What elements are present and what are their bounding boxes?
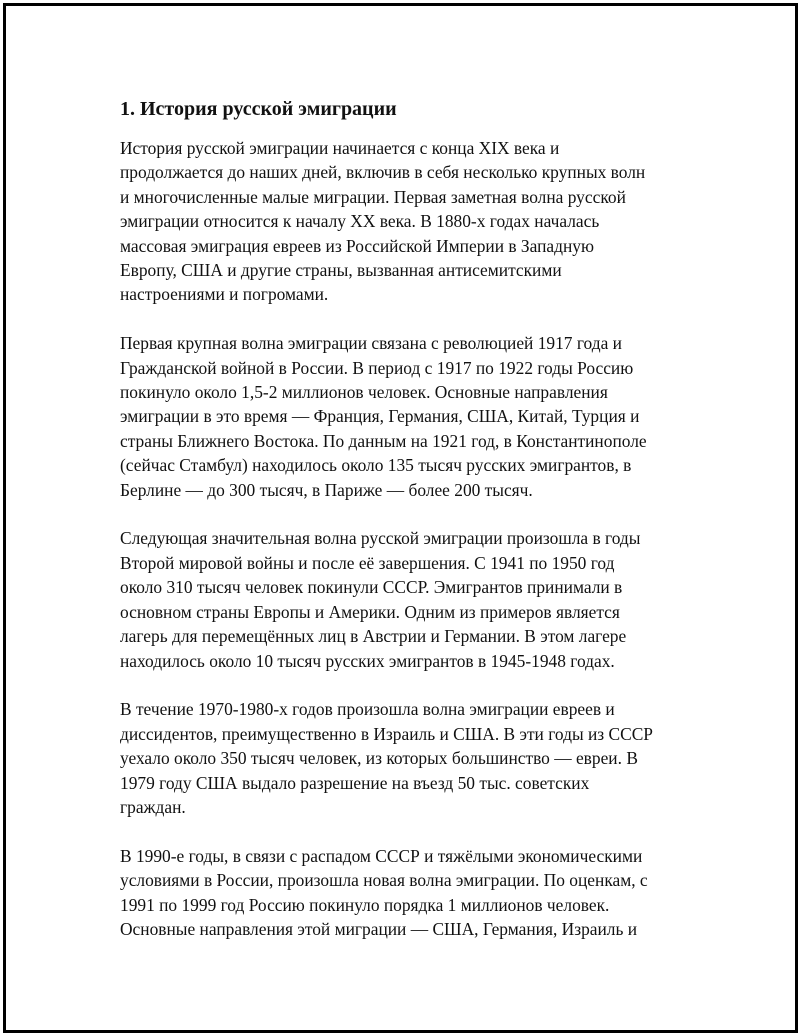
text-line: (сейчас Стамбул) находилось около 135 тысяч русских эмигрантов, в bbox=[120, 455, 632, 476]
text-line: и многочисленные малые миграции. Первая заметная волна русской bbox=[120, 186, 626, 207]
text-line: диссидентов, преимущественно в Израиль и США. В эти годы из СССР bbox=[120, 723, 653, 744]
text-line: Первая крупная волна эмиграции связана с революцией 1917 года и bbox=[120, 333, 622, 354]
text-line: условиями в России, произошла новая волна эмиграции. По оценкам, с bbox=[120, 870, 648, 891]
text-line: Берлине — до 300 тысяч, в Париже — более 200 тысяч. bbox=[120, 479, 533, 500]
paragraph-first-wave bbox=[120, 331, 700, 502]
text-line: лагерь для перемещённых лиц в Австрии и Германии. В этом лагере bbox=[120, 626, 627, 647]
text-line: В течение 1970-1980-х годов произошла волна эмиграции евреев и bbox=[120, 699, 615, 720]
paragraph-1990s-wave bbox=[120, 844, 700, 942]
text-line: 1979 году США выдало разрешение на въезд 50 тыс. советских bbox=[120, 772, 590, 793]
document-body bbox=[120, 96, 700, 966]
section-heading: 1. История русской эмиграции bbox=[120, 98, 397, 120]
text-line: страны Ближнего Востока. По данным на 1921 год, в Константинополе bbox=[120, 430, 647, 451]
paragraph-ww2-wave bbox=[120, 526, 700, 672]
text-line: настроениями и погромами. bbox=[120, 284, 329, 305]
text-line: эмиграции в это время — Франция, Германия, США, Китай, Турция и bbox=[120, 406, 640, 427]
text-line: находилось около 10 тысяч русских эмигрантов в 1945-1948 годах. bbox=[120, 650, 615, 671]
paragraph-1970s-wave bbox=[120, 697, 700, 819]
text-line: около 310 тысяч человек покинули СССР. Эмигрантов принимали в bbox=[120, 577, 623, 598]
text-line: покинуло около 1,5-2 миллионов человек. Основные направления bbox=[120, 382, 608, 403]
text-line: основном страны Европы и Америки. Одним из примеров является bbox=[120, 601, 620, 622]
text-line: продолжается до наших дней, включив в себя несколько крупных волн bbox=[120, 162, 646, 183]
paragraph-early-emigration bbox=[120, 136, 700, 307]
text-line: Основные направления этой миграции — США, Германия, Израиль и bbox=[120, 918, 638, 939]
text-line: граждан. bbox=[120, 796, 186, 817]
text-line: Европу, США и другие страны, вызванная антисемитскими bbox=[120, 260, 562, 281]
document-page bbox=[3, 3, 798, 1033]
text-line: Гражданской войной в России. В период с 1917 по 1922 годы Россию bbox=[120, 357, 634, 378]
text-line: массовая эмиграция евреев из Российской Империи в Западную bbox=[120, 235, 594, 256]
text-line: В 1990-е годы, в связи с распадом СССР и тяжёлыми экономическими bbox=[120, 845, 643, 866]
text-line: 1991 по 1999 год Россию покинуло порядка 1 миллионов человек. bbox=[120, 894, 610, 915]
text-line: уехало около 350 тысяч человек, из которых большинство — евреи. В bbox=[120, 748, 638, 769]
text-line: История русской эмиграции начинается с конца XIX века и bbox=[120, 138, 560, 158]
text-line: Следующая значительная волна русской эмиграции произошла в годы bbox=[120, 528, 641, 549]
text-line: эмиграции относится к началу XX века. В 1880-х годах началась bbox=[120, 211, 600, 232]
text-line: Второй мировой войны и после её завершения. С 1941 по 1950 год bbox=[120, 552, 615, 573]
